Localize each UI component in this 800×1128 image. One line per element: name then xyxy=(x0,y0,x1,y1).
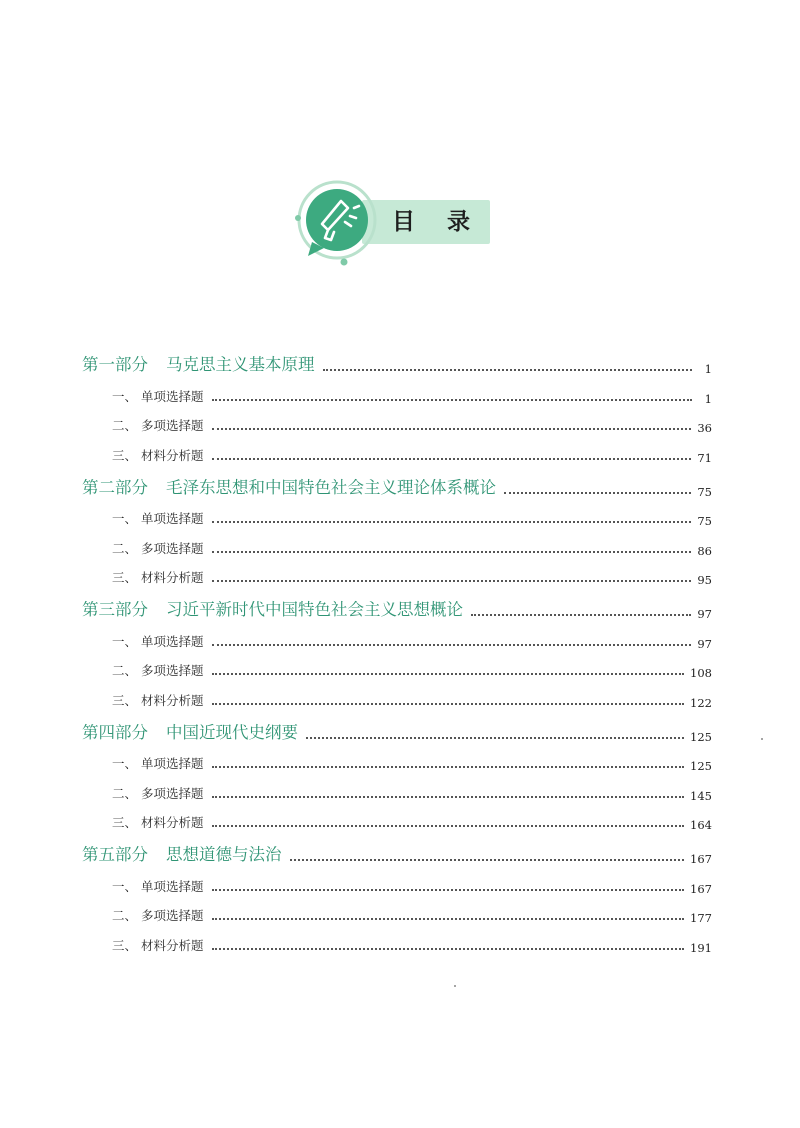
section-title: 单项选择题 xyxy=(141,756,204,771)
page-number: 86 xyxy=(697,543,712,558)
part-title: 马克思主义基本原理 xyxy=(166,355,315,374)
section-heading xyxy=(112,632,204,655)
toc-part-row[interactable] xyxy=(82,714,712,748)
dot-leader xyxy=(471,614,691,616)
section-heading xyxy=(112,754,204,777)
section-heading xyxy=(112,691,204,714)
section-title: 多项选择题 xyxy=(141,908,204,923)
page-number: 177 xyxy=(690,911,712,925)
toc-section-row[interactable] xyxy=(82,562,712,592)
section-title: 单项选择题 xyxy=(141,388,204,404)
section-number: 三、 xyxy=(112,692,138,708)
part-heading xyxy=(82,351,315,380)
page-number: 95 xyxy=(697,573,712,587)
dot-leader xyxy=(212,580,692,582)
section-number: 一、 xyxy=(112,878,138,894)
section-number: 二、 xyxy=(112,663,138,678)
section-heading xyxy=(112,877,204,900)
section-number: 一、 xyxy=(112,511,138,526)
page-number: 108 xyxy=(690,666,712,680)
dot-leader xyxy=(212,551,692,553)
section-heading xyxy=(112,784,204,807)
toc-part-row[interactable] xyxy=(82,591,712,625)
page-number: 75 xyxy=(697,514,712,528)
page-number: 122 xyxy=(690,695,712,710)
section-title: 单项选择题 xyxy=(141,633,204,649)
scan-speck xyxy=(454,985,456,987)
part-title: 中国近现代史纲要 xyxy=(166,722,298,742)
section-number: 一、 xyxy=(112,756,138,771)
section-heading xyxy=(112,906,204,929)
section-title: 材料分析题 xyxy=(141,692,204,708)
dot-leader xyxy=(212,766,685,768)
dot-leader xyxy=(212,825,685,827)
section-heading xyxy=(112,387,204,410)
part-label: 第一部分 xyxy=(82,355,148,374)
dot-leader xyxy=(504,492,691,494)
section-title: 材料分析题 xyxy=(141,815,204,830)
section-number: 二、 xyxy=(112,908,138,923)
part-heading xyxy=(82,719,298,748)
page-number: 125 xyxy=(690,729,712,744)
toc-part-row[interactable] xyxy=(82,469,712,503)
section-number: 一、 xyxy=(112,388,138,404)
toc-part-row[interactable] xyxy=(82,346,712,380)
scan-speck xyxy=(761,738,763,740)
part-title: 习近平新时代中国特色社会主义思想概论 xyxy=(166,600,463,619)
toc-part-row[interactable] xyxy=(82,836,712,870)
part-label: 第二部分 xyxy=(82,477,148,497)
toc-section-row[interactable] xyxy=(82,532,712,562)
part-heading xyxy=(82,596,463,625)
toc-section-row[interactable] xyxy=(82,929,712,959)
section-number: 三、 xyxy=(112,937,138,953)
dot-leader xyxy=(212,458,692,460)
dot-leader xyxy=(212,948,685,950)
toc-section-row[interactable] xyxy=(82,380,712,410)
page-number: 1 xyxy=(704,391,712,406)
section-heading xyxy=(112,446,204,469)
toc-section-row[interactable] xyxy=(82,503,712,533)
page-number: 97 xyxy=(697,607,712,621)
dot-leader xyxy=(323,369,693,371)
toc-section-row[interactable] xyxy=(82,625,712,655)
page-number: 125 xyxy=(690,759,712,773)
section-heading xyxy=(112,416,204,439)
toc-section-row[interactable] xyxy=(82,807,712,837)
part-title: 思想道德与法治 xyxy=(166,845,282,864)
section-title: 单项选择题 xyxy=(141,511,204,526)
toc-section-row[interactable] xyxy=(82,439,712,469)
page-number: 36 xyxy=(697,421,712,435)
part-label: 第五部分 xyxy=(82,845,148,864)
dot-leader xyxy=(212,703,685,705)
part-title: 毛泽东思想和中国特色社会主义理论体系概论 xyxy=(166,477,496,497)
section-number: 三、 xyxy=(112,815,138,830)
section-number: 一、 xyxy=(112,633,138,649)
page-number: 97 xyxy=(697,636,712,651)
toc-section-row[interactable] xyxy=(82,410,712,440)
section-heading xyxy=(112,813,204,836)
section-title: 材料分析题 xyxy=(141,937,204,953)
toc-section-row[interactable] xyxy=(82,900,712,930)
toc-header xyxy=(292,178,502,270)
section-title: 多项选择题 xyxy=(141,663,204,678)
section-number: 二、 xyxy=(112,540,138,556)
page-number: 1 xyxy=(704,362,712,376)
section-heading xyxy=(112,568,204,591)
dot-leader xyxy=(212,889,685,891)
section-heading xyxy=(112,936,204,959)
section-title: 材料分析题 xyxy=(141,447,204,463)
page-title: 目 录 xyxy=(391,209,482,235)
part-heading xyxy=(82,474,496,503)
section-title: 单项选择题 xyxy=(141,878,204,894)
part-label: 第三部分 xyxy=(82,600,148,619)
section-title: 多项选择题 xyxy=(141,418,204,433)
part-label: 第四部分 xyxy=(82,722,148,742)
dot-leader xyxy=(212,399,692,401)
section-heading xyxy=(112,539,204,562)
section-number: 三、 xyxy=(112,570,138,585)
page-number: 191 xyxy=(690,940,712,955)
page-number: 167 xyxy=(690,852,712,866)
toc-section-row[interactable] xyxy=(82,655,712,685)
section-heading xyxy=(112,509,204,532)
section-title: 多项选择题 xyxy=(141,785,204,801)
page-number: 164 xyxy=(690,818,712,832)
page-number: 167 xyxy=(690,881,712,896)
section-title: 材料分析题 xyxy=(141,570,204,585)
part-heading xyxy=(82,841,282,870)
toc-section-row[interactable] xyxy=(82,748,712,778)
dot-leader xyxy=(212,521,692,523)
section-number: 二、 xyxy=(112,418,138,433)
toc-section-row[interactable] xyxy=(82,777,712,807)
section-number: 二、 xyxy=(112,785,138,801)
toc-section-row[interactable] xyxy=(82,684,712,714)
dot-leader xyxy=(212,428,692,430)
dot-leader xyxy=(212,673,685,675)
page-number: 145 xyxy=(690,788,712,803)
toc-section-row[interactable] xyxy=(82,870,712,900)
section-heading xyxy=(112,661,204,684)
dot-leader xyxy=(290,859,685,861)
dot-leader xyxy=(306,737,684,739)
section-number: 三、 xyxy=(112,447,138,463)
section-title: 多项选择题 xyxy=(141,540,204,556)
page-number: 75 xyxy=(697,484,712,499)
megaphone-icon xyxy=(292,178,392,270)
dot-leader xyxy=(212,796,685,798)
table-of-contents xyxy=(82,346,712,959)
dot-leader xyxy=(212,918,685,920)
dot-leader xyxy=(212,644,692,646)
page-number: 71 xyxy=(697,450,712,465)
